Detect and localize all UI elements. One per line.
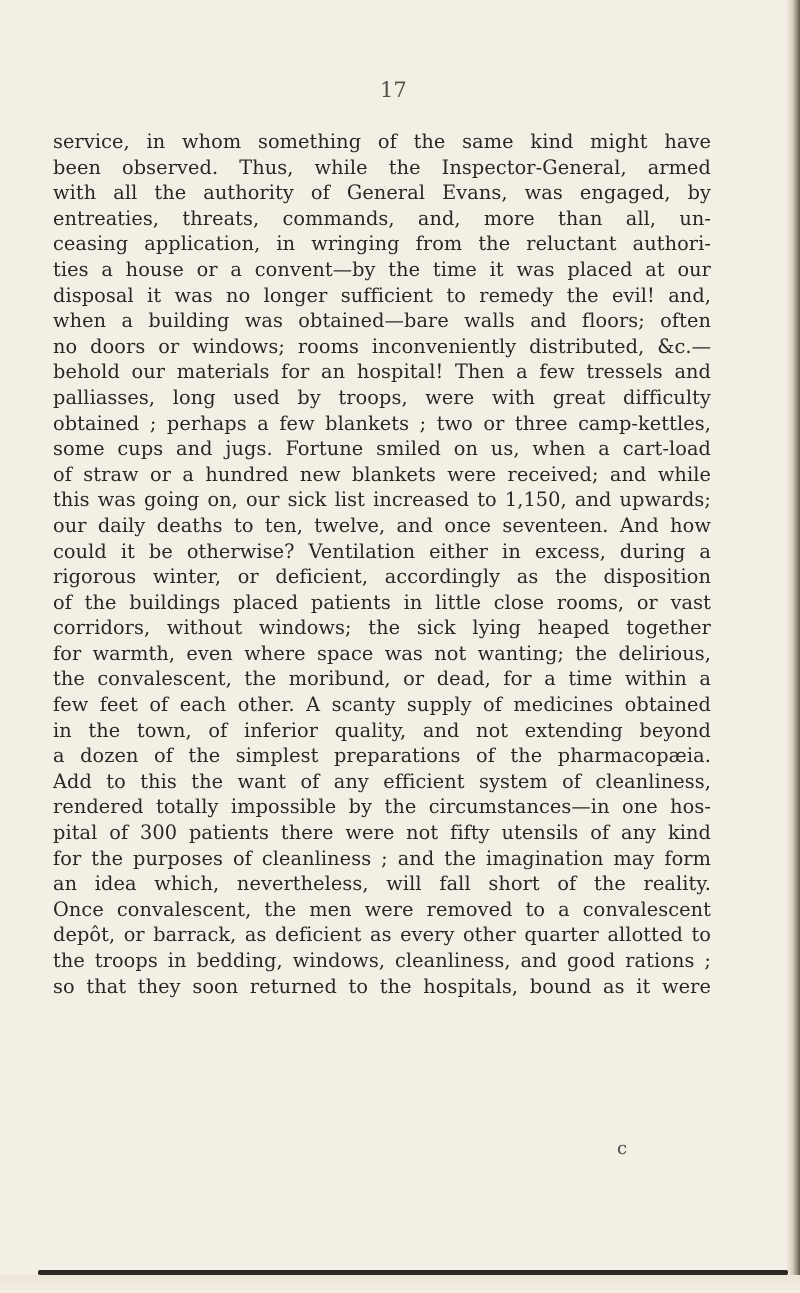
page-bottom-margin xyxy=(0,1275,800,1293)
text-line: an idea which, nevertheless, will fall short of the reality. xyxy=(53,872,711,896)
text-line: some cups and jugs. Fortune smiled on us, when a cart-load xyxy=(53,437,711,461)
text-line: been observed. Thus, while the Inspector-General, armed xyxy=(53,155,711,179)
text-line: our daily deaths to ten, twelve, and once seventeen. And how xyxy=(53,513,711,537)
text-line: rigorous winter, or deficient, accordingly as the disposition xyxy=(53,565,711,589)
text-line: the convalescent, the moribund, or dead, for a time within a xyxy=(53,667,711,691)
text-line: the troops in bedding, windows, cleanliness, and good rations ; xyxy=(53,949,711,972)
text-line: when a building was obtained—bare walls and floors; often xyxy=(53,309,711,333)
text-line: of straw or a hundred new blankets were received; and while xyxy=(53,462,711,486)
text-line: palliasses, long used by troops, were with great difficulty xyxy=(53,385,711,409)
page-number: 17 xyxy=(380,78,407,102)
text-line: ties a house or a convent—by the time it was placed at our xyxy=(53,257,711,281)
text-line: rendered totally impossible by the circumstances—in one hos- xyxy=(53,795,711,819)
text-line: of the buildings placed patients in little close rooms, or vast xyxy=(53,590,711,614)
page-edge-shadow xyxy=(786,0,800,1293)
text-line: no doors or windows; rooms inconveniently distributed, &c.— xyxy=(53,334,711,358)
text-line: Once convalescent, the men were removed to a convalescent xyxy=(53,897,711,921)
text-line: with all the authority of General Evans, was engaged, by xyxy=(53,181,711,205)
text-line: entreaties, threats, commands, and, more than all, un- xyxy=(53,206,711,230)
body-text xyxy=(53,129,711,999)
text-line: behold our materials for an hospital! Then a few tressels and xyxy=(53,360,711,384)
text-line: ceasing application, in wringing from the reluctant authori- xyxy=(53,232,711,256)
text-line: could it be otherwise? Ventilation either in excess, during a xyxy=(53,539,711,563)
text-line: this was going on, our sick list increased to 1,150, and upwards; xyxy=(53,488,711,512)
text-line: corridors, without windows; the sick lying heaped together xyxy=(53,616,711,640)
text-line: service, in whom something of the same kind might have xyxy=(53,130,711,153)
text-line: Add to this the want of any efficient system of cleanliness, xyxy=(53,769,711,793)
signature-mark: c xyxy=(617,1138,628,1159)
text-line: pital of 300 patients there were not fifty utensils of any kind xyxy=(53,821,711,845)
text-line: depôt, or barrack, as deficient as every other quarter allotted to xyxy=(53,923,711,947)
text-line: for the purposes of cleanliness ; and the imagination may form xyxy=(53,846,711,870)
text-line: a dozen of the simplest preparations of the pharmacopæia. xyxy=(53,744,711,768)
text-line: few feet of each other. A scanty supply of medicines obtained xyxy=(53,693,711,717)
text-line: obtained ; perhaps a few blankets ; two or three camp-kettles, xyxy=(53,411,711,435)
text-line: so that they soon returned to the hospitals, bound as it were xyxy=(53,974,711,998)
text-line: disposal it was no longer sufficient to remedy the evil! and, xyxy=(53,283,711,307)
text-line: in the town, of inferior quality, and not extending beyond xyxy=(53,718,711,742)
text-line: for warmth, even where space was not wanting; the delirious, xyxy=(53,641,711,665)
